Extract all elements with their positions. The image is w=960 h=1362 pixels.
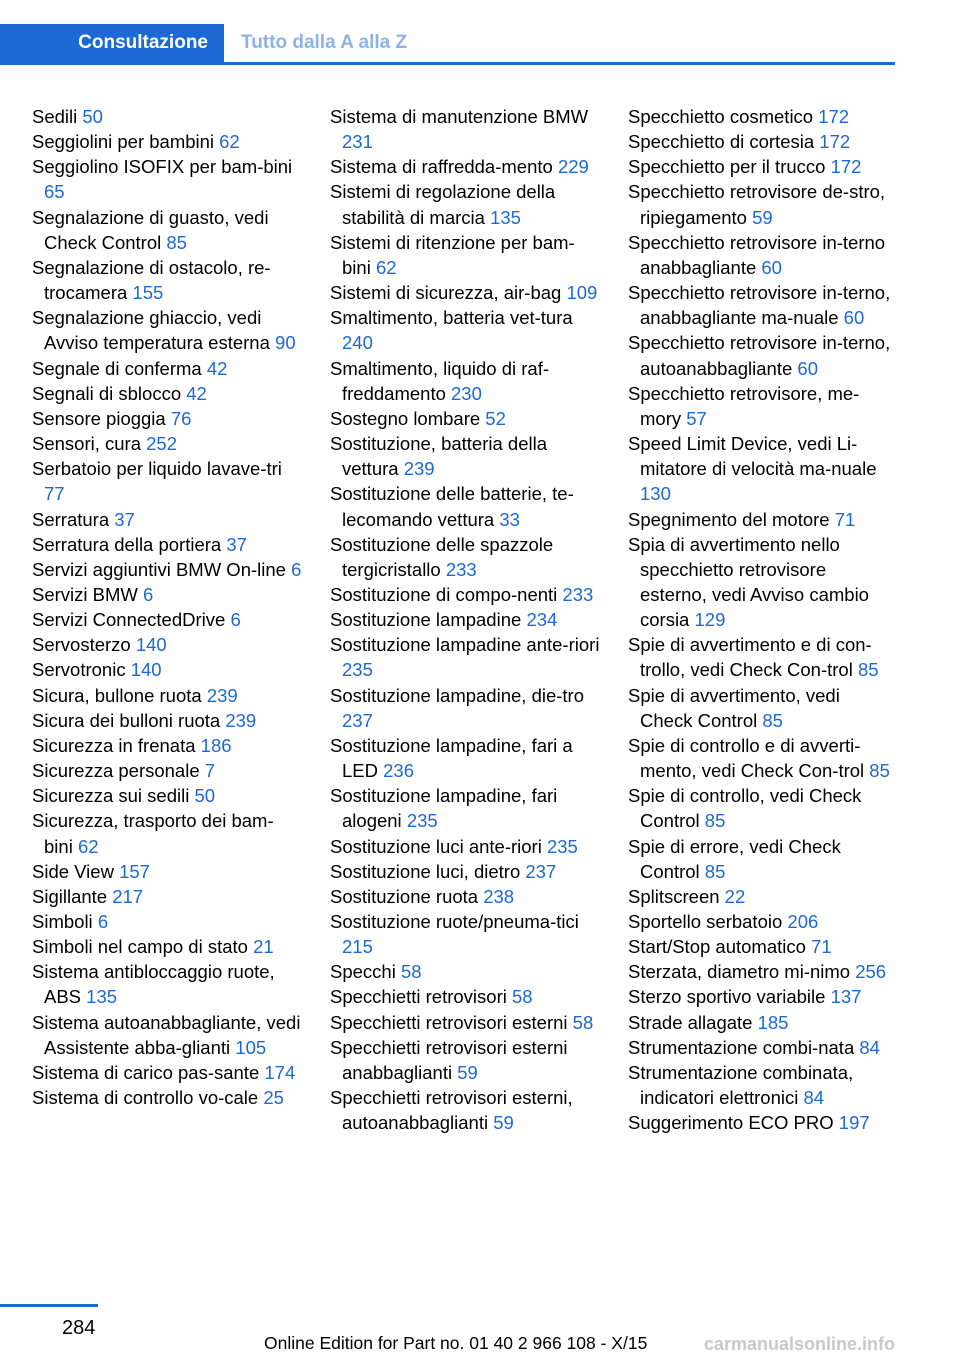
- index-entry-page-link[interactable]: 58: [400, 961, 422, 983]
- index-entry: [628, 834, 896, 884]
- index-entry-page-link[interactable]: 71: [834, 508, 856, 530]
- index-entry-text: Specchietti retrovisori: [330, 986, 507, 1008]
- index-entry: [330, 683, 600, 733]
- index-entry-page-link[interactable]: 137: [830, 986, 862, 1008]
- index-entry-page-link[interactable]: 76: [170, 407, 192, 429]
- index-entry-text: Specchietto retrovisore in‐terno, anabbagliante ma‐nuale: [628, 282, 891, 329]
- index-entry-text: Sostituzione luci, dietro: [330, 860, 521, 882]
- index-entry-text: Sostituzione luci ante‐riori: [330, 835, 542, 857]
- index-entry: [330, 431, 600, 481]
- index-entry-text: Sostituzione lampadine, fari alogeni: [330, 785, 558, 832]
- index-entry-page-link[interactable]: 233: [562, 583, 594, 605]
- index-entry: [628, 884, 896, 909]
- index-entry-page-link[interactable]: 6: [143, 583, 154, 605]
- index-entry: [330, 984, 600, 1009]
- index-entry: [32, 1010, 302, 1060]
- index-entry-text: Sportello serbatoio: [628, 911, 783, 932]
- index-entry-text: Segnalazione di ostacolo, re‐trocamera: [32, 256, 271, 304]
- index-entry-page-link[interactable]: 129: [694, 609, 726, 631]
- index-entry-text: Simboli nel campo di stato: [32, 936, 248, 958]
- index-entry-text: Strumentazione combinata, indicatori elettronici: [628, 1061, 854, 1109]
- index-entry: [32, 632, 302, 657]
- index-entry-page-link[interactable]: 172: [818, 106, 850, 127]
- index-entry: [330, 1085, 600, 1135]
- index-entry-text: Sistema di manutenzione BMW: [330, 106, 589, 127]
- index-entry-page-link[interactable]: 217: [112, 885, 144, 907]
- index-entry-text: Start/Stop automatico: [628, 936, 806, 958]
- index-entry-page-link[interactable]: 52: [485, 407, 506, 429]
- index-entry: [330, 859, 600, 884]
- index-entry-page-link[interactable]: 85: [166, 231, 187, 253]
- index-entry: [32, 532, 302, 557]
- index-entry: [628, 532, 896, 633]
- index-entry: [330, 884, 600, 909]
- index-entry: [32, 1085, 302, 1110]
- index-entry-page-link[interactable]: 186: [200, 734, 232, 756]
- index-entry: [628, 381, 896, 431]
- index-entry-text: Specchietto per il trucco: [628, 156, 826, 178]
- index-entry: [32, 1060, 302, 1085]
- index-entry: [330, 959, 600, 984]
- index-entry: [32, 909, 302, 934]
- index-entry-text: Sistemi di sicurezza, air‐bag: [330, 282, 562, 304]
- index-entry-page-link[interactable]: 206: [787, 911, 819, 932]
- index-entry-page-link[interactable]: 237: [342, 709, 373, 731]
- index-entry-page-link[interactable]: 77: [44, 483, 65, 505]
- index-entry-text: Specchietti retrovisori esterni, autoanabbaglianti: [330, 1087, 573, 1134]
- index-entry-text: Sistema di carico pas‐sante: [32, 1061, 260, 1083]
- index-entry-page-link[interactable]: 172: [819, 131, 851, 153]
- index-entry-page-link[interactable]: 239: [206, 684, 238, 706]
- index-entry-page-link[interactable]: 25: [263, 1087, 284, 1109]
- index-entry-text: Spie di errore, vedi Check Control: [628, 835, 841, 882]
- index-entry-text: Strade allagate: [628, 1011, 753, 1033]
- index-entry-page-link[interactable]: 85: [857, 659, 879, 681]
- index-entry: [628, 909, 896, 934]
- index-entry-page-link[interactable]: 155: [132, 282, 164, 304]
- edition-note: Online Edition for Part no. 01 40 2 966 108 - X/15: [264, 1333, 648, 1353]
- index-entry-page-link[interactable]: 21: [253, 936, 274, 958]
- index-entry-text: Sostituzione ruote/pneuma‐tici: [330, 911, 579, 932]
- index-entry: [330, 607, 600, 632]
- index-entry: [32, 431, 302, 456]
- index-entry: [628, 632, 896, 682]
- index-entry-text: Side View: [32, 860, 114, 882]
- index-entry-text: Serbatoio per liquido lavave‐tri: [32, 458, 282, 480]
- index-entry: [628, 959, 896, 984]
- index-entry-text: Sistema di raffredda‐mento: [330, 156, 553, 178]
- index-entry: [628, 1035, 896, 1060]
- index-entry: [32, 959, 302, 1009]
- index-entry-page-link[interactable]: 85: [704, 860, 726, 882]
- index-entry-text: Segnali di sblocco: [32, 382, 182, 404]
- index-entry: [628, 683, 896, 733]
- index-entry-page-link[interactable]: 172: [830, 156, 862, 178]
- index-entry: [330, 909, 600, 959]
- index-entry-page-link[interactable]: 235: [406, 810, 438, 832]
- index-entry-text: Seggiolini per bambini: [32, 131, 215, 153]
- index-entry-page-link[interactable]: 197: [838, 1112, 870, 1134]
- index-entry-text: Sistemi di regolazione della stabilità di marcia: [330, 181, 556, 228]
- index-entry: [628, 154, 896, 179]
- index-entry-page-link[interactable]: 60: [761, 256, 782, 278]
- index-entry-page-link[interactable]: 22: [724, 885, 746, 907]
- index-entry: [628, 934, 896, 959]
- index-entry: [628, 280, 896, 330]
- index-entry-page-link[interactable]: 60: [843, 307, 865, 329]
- index-entry-text: Servizi aggiuntivi BMW On‐line: [32, 558, 286, 580]
- index-entry-text: Specchietto retrovisore de‐stro, ripiegamento: [628, 181, 886, 228]
- index-entry-text: Suggerimento ECO PRO: [628, 1112, 834, 1134]
- index-entry: [330, 532, 600, 582]
- index-entry-text: Servosterzo: [32, 634, 131, 656]
- index-entry-page-link[interactable]: 59: [752, 206, 773, 228]
- index-entry-text: Sedili: [32, 106, 78, 127]
- index-entry-text: Sistema di controllo vo‐cale: [32, 1087, 259, 1109]
- index-column-1: [32, 104, 302, 1110]
- index-entry-page-link[interactable]: 140: [135, 634, 167, 656]
- index-entry-text: Spia di avvertimento nello specchietto retrovisore esterno, vedi Avviso cambio corsia: [628, 533, 869, 631]
- index-entry-page-link[interactable]: 237: [525, 860, 557, 882]
- index-entry-page-link[interactable]: 50: [194, 785, 216, 807]
- index-entry-text: Sostituzione lampadine: [330, 609, 522, 631]
- index-entry-text: Sostituzione lampadine, die‐tro: [330, 684, 585, 706]
- index-entry-text: Specchi: [330, 961, 396, 983]
- index-entry-text: Sicurezza in frenata: [32, 734, 196, 756]
- index-entry-page-link[interactable]: 90: [275, 332, 296, 354]
- index-entry: [32, 507, 302, 532]
- index-entry-page-link[interactable]: 33: [499, 508, 520, 530]
- index-entry-page-link[interactable]: 229: [557, 156, 589, 178]
- index-entry-text: Specchietto retrovisore, me‐mory: [628, 382, 860, 429]
- index-entry-page-link[interactable]: 85: [704, 810, 726, 832]
- index-entry-page-link[interactable]: 252: [146, 433, 178, 455]
- index-entry-page-link[interactable]: 135: [490, 206, 521, 228]
- index-entry: [628, 1110, 896, 1135]
- index-entry: [628, 230, 896, 280]
- index-entry-text: Spie di avvertimento e di con‐trollo, vedi Check Con‐trol: [628, 634, 872, 681]
- index-entry: [330, 104, 600, 154]
- index-entry-page-link[interactable]: 37: [226, 533, 247, 555]
- index-entry: [330, 834, 600, 859]
- index-entry-page-link[interactable]: 85: [869, 760, 890, 782]
- page-header: [0, 24, 895, 65]
- index-entry: [628, 733, 896, 783]
- index-entry-page-link[interactable]: 6: [230, 609, 241, 631]
- index-entry-page-link[interactable]: 239: [225, 709, 257, 731]
- index-entry: [32, 708, 302, 733]
- index-entry-text: Serratura della portiera: [32, 533, 222, 555]
- index-entry-page-link[interactable]: 60: [797, 357, 818, 379]
- index-entry-page-link[interactable]: 235: [546, 835, 578, 857]
- index-entry-text: Sicura, bullone ruota: [32, 684, 202, 706]
- index-entry-text: Specchietti retrovisori esterni anabbaglianti: [330, 1036, 568, 1083]
- index-entry-text: Sigillante: [32, 885, 108, 907]
- index-entry-page-link[interactable]: 62: [375, 256, 397, 278]
- index-entry-text: Specchietto di cortesia: [628, 131, 815, 153]
- index-entry: [32, 758, 302, 783]
- index-entry-page-link[interactable]: 57: [686, 407, 707, 429]
- index-entry: [628, 179, 896, 229]
- index-entry-page-link[interactable]: 135: [86, 986, 118, 1008]
- watermark: carmanualsonline.info: [704, 1334, 896, 1354]
- index-entry-page-link[interactable]: 59: [493, 1112, 514, 1134]
- page-number: 284: [62, 1317, 96, 1339]
- index-entry-text: Specchietto retrovisore in‐terno anabbagliante: [628, 231, 886, 278]
- index-entry-text: Sistema autoanabbagliante, vedi Assistente abba‐glianti: [32, 1011, 301, 1058]
- index-entry-text: Sostituzione delle batterie, te‐lecomando vettura: [330, 483, 574, 530]
- index-entry-page-link[interactable]: 231: [342, 131, 373, 153]
- index-entry-text: Smaltimento, liquido di raf‐freddamento: [330, 357, 550, 404]
- index-entry-text: Sensore pioggia: [32, 407, 166, 429]
- index-entry: [628, 507, 896, 532]
- index-entry-text: Sistemi di ritenzione per bam‐bini: [330, 231, 575, 278]
- index-entry-text: Splitscreen: [628, 885, 720, 907]
- index-entry-text: Sicurezza sui sedili: [32, 785, 190, 807]
- index-entry: [32, 406, 302, 431]
- index-entry: [330, 406, 600, 431]
- index-entry-text: Sensori, cura: [32, 433, 141, 455]
- index-entry-text: Speed Limit Device, vedi Li‐mitatore di velocità ma‐nuale: [628, 433, 877, 480]
- index-entry: [330, 356, 600, 406]
- index-entry: [628, 1060, 896, 1110]
- index-entry-text: Servizi BMW: [32, 583, 138, 605]
- index-entry-text: Spie di controllo e di avverti‐mento, vedi Check Con‐trol: [628, 734, 865, 782]
- index-entry: [330, 632, 600, 682]
- index-entry-text: Sostituzione lampadine ante‐riori: [330, 634, 600, 656]
- index-entry: [330, 230, 600, 280]
- index-entry-text: Sostituzione delle spazzole tergicristallo: [330, 533, 554, 580]
- index-entry-page-link[interactable]: 238: [483, 885, 515, 907]
- index-entry: [330, 280, 600, 305]
- index-entry: [32, 783, 302, 808]
- index-entry-page-link[interactable]: 234: [526, 609, 558, 631]
- index-entry-page-link[interactable]: 236: [383, 760, 415, 782]
- index-entry-page-link[interactable]: 59: [457, 1061, 478, 1083]
- index-entry: [32, 104, 302, 129]
- index-entry: [32, 683, 302, 708]
- index-entry-text: Specchietto cosmetico: [628, 106, 814, 127]
- index-entry: [32, 859, 302, 884]
- index-entry-page-link[interactable]: 239: [403, 458, 435, 480]
- index-entry: [32, 154, 302, 204]
- index-entry-page-link[interactable]: 185: [757, 1011, 789, 1033]
- index-entry: [330, 582, 600, 607]
- index-entry-text: Sicurezza, trasporto dei bam‐bini: [32, 810, 274, 857]
- index-entry-text: Serratura: [32, 508, 110, 530]
- index-entry-page-link[interactable]: 58: [572, 1011, 594, 1033]
- index-entry-text: Smaltimento, batteria vet‐tura: [330, 307, 573, 329]
- index-entry-text: Sterzata, diametro mi‐nimo: [628, 961, 851, 983]
- index-entry-page-link[interactable]: 65: [44, 181, 65, 203]
- index-entry-text: Strumentazione combi‐nata: [628, 1036, 855, 1058]
- index-entry-page-link[interactable]: 235: [342, 659, 373, 681]
- index-entry: [628, 984, 896, 1009]
- index-entry: [32, 205, 302, 255]
- index-entry: [330, 154, 600, 179]
- index-entry: [32, 456, 302, 506]
- index-entry: [628, 330, 896, 380]
- index-entry-text: Segnalazione di guasto, vedi Check Control: [32, 206, 269, 253]
- index-entry: [32, 255, 302, 305]
- index-entry-page-link[interactable]: 109: [566, 282, 598, 304]
- index-entry: [32, 733, 302, 758]
- index-entry-page-link[interactable]: 233: [445, 558, 477, 580]
- section-tab: Consultazione: [0, 24, 224, 62]
- index-column-2: [330, 104, 600, 1135]
- subsection-tab: Tutto dalla A alla Z: [241, 32, 408, 53]
- index-entry: [32, 129, 302, 154]
- index-entry: [32, 582, 302, 607]
- index-entry-text: Specchietto retrovisore in‐terno, autoanabbagliante: [628, 332, 891, 379]
- index-entry-page-link[interactable]: 240: [342, 332, 373, 354]
- index-entry: [330, 305, 600, 355]
- index-entry: [32, 305, 302, 355]
- index-entry: [32, 381, 302, 406]
- index-entry: [330, 783, 600, 833]
- index-entry: [330, 1035, 600, 1085]
- index-entry-page-link[interactable]: 37: [114, 508, 135, 530]
- index-entry: [32, 657, 302, 682]
- index-entry-text: Spegnimento del motore: [628, 508, 830, 530]
- index-entry-page-link[interactable]: 71: [811, 936, 832, 958]
- index-entry-page-link[interactable]: 230: [451, 382, 482, 404]
- index-entry-page-link[interactable]: 130: [640, 483, 671, 505]
- index-entry-text: Sostituzione di compo‐nenti: [330, 583, 558, 605]
- index-entry-page-link[interactable]: 157: [119, 860, 150, 882]
- index-entry: [32, 607, 302, 632]
- index-entry-text: Simboli: [32, 911, 93, 932]
- index-entry: [330, 733, 600, 783]
- index-entry-page-link[interactable]: 42: [186, 382, 207, 404]
- index-entry-page-link[interactable]: 62: [77, 835, 99, 857]
- index-entry: [330, 481, 600, 531]
- index-entry-text: Specchietti retrovisori esterni: [330, 1011, 568, 1033]
- index-entry: [330, 1010, 600, 1035]
- index-entry-text: Sostituzione, batteria della vettura: [330, 433, 547, 480]
- index-entry-text: Seggiolino ISOFIX per bam‐bini: [32, 156, 293, 178]
- index-entry: [32, 356, 302, 381]
- index-entry: [628, 104, 896, 129]
- index-entry-text: Segnalazione ghiaccio, vedi Avviso temperatura esterna: [32, 307, 270, 354]
- index-entry-page-link[interactable]: 84: [803, 1087, 825, 1109]
- index-entry-page-link[interactable]: 6: [97, 911, 109, 932]
- index-entry-page-link[interactable]: 174: [264, 1061, 296, 1083]
- index-entry: [330, 179, 600, 229]
- index-entry: [628, 1010, 896, 1035]
- index-entry: [628, 431, 896, 506]
- index-entry-page-link[interactable]: 105: [235, 1036, 267, 1058]
- index-entry-page-link[interactable]: 6: [291, 558, 302, 580]
- index-entry: [32, 808, 302, 858]
- index-entry-text: Servizi ConnectedDrive: [32, 609, 226, 631]
- index-entry-text: Spie di controllo, vedi Check Control: [628, 785, 862, 832]
- index-entry: [628, 129, 896, 154]
- index-entry-text: Spie di avvertimento, vedi Check Control: [628, 684, 840, 731]
- index-entry: [32, 934, 302, 959]
- index-entry-page-link[interactable]: 140: [130, 659, 162, 681]
- index-entry: [32, 884, 302, 909]
- index-entry: [628, 783, 896, 833]
- index-entry-page-link[interactable]: 58: [511, 986, 533, 1008]
- footer-rule: [0, 1304, 98, 1307]
- index-entry-text: Sostegno lombare: [330, 407, 481, 429]
- index-entry-page-link[interactable]: 84: [859, 1036, 880, 1058]
- index-entry-page-link[interactable]: 62: [219, 131, 240, 153]
- index-entry-text: Sicura dei bulloni ruota: [32, 709, 221, 731]
- index-entry-text: Sterzo sportivo variabile: [628, 986, 826, 1008]
- index-entry-text: Sostituzione ruota: [330, 885, 479, 907]
- index-entry-text: Sistema antibloccaggio ruote, ABS: [32, 961, 275, 1008]
- index-entry-page-link[interactable]: 256: [855, 961, 887, 983]
- index-entry-text: Segnale di conferma: [32, 357, 202, 379]
- index-entry: [32, 557, 302, 582]
- index-entry-page-link[interactable]: 42: [206, 357, 228, 379]
- index-entry-page-link[interactable]: 7: [204, 760, 216, 782]
- index-entry-text: Servotronic: [32, 659, 126, 681]
- index-entry-page-link[interactable]: 85: [762, 709, 783, 731]
- index-entry-page-link[interactable]: 215: [342, 936, 373, 958]
- index-entry-text: Sostituzione lampadine, fari a LED: [330, 734, 573, 782]
- index-column-3: [628, 104, 896, 1135]
- index-entry-page-link[interactable]: 50: [82, 106, 103, 127]
- index-entry-text: Sicurezza personale: [32, 760, 200, 782]
